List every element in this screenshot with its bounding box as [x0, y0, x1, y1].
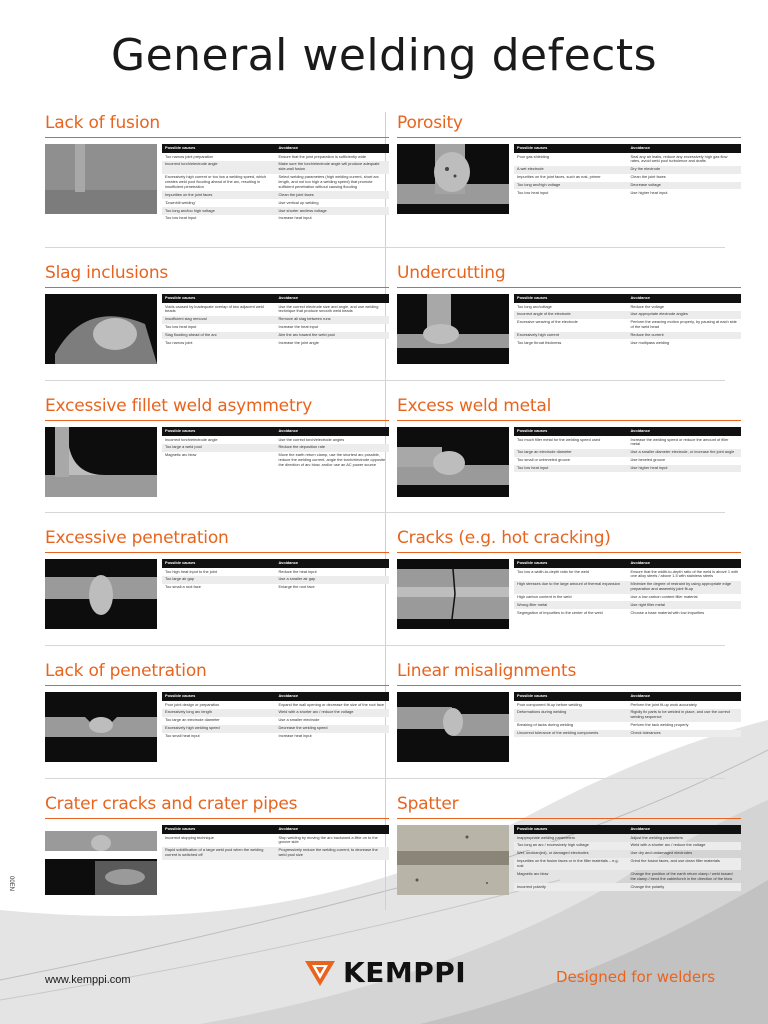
avoidance-cell: Progressively reduce the welding current, to decrease the weld pool size — [276, 847, 390, 860]
header-avoidance: Avoidance — [276, 692, 390, 701]
table-row — [514, 189, 741, 197]
header-avoidance: Avoidance — [276, 144, 390, 153]
table-row — [162, 733, 389, 741]
table-row — [514, 449, 741, 457]
avoidance-cell: Increase heat input — [278, 733, 312, 738]
avoidance-cell: Use the correct torch/electrode angles — [278, 436, 345, 442]
defect-photo — [45, 144, 157, 214]
causes-table — [162, 294, 389, 347]
causes-table — [514, 825, 741, 891]
header-possible-causes: Possible causes — [162, 427, 276, 436]
avoidance-cell: Clean the joint faces — [276, 191, 390, 199]
avoidance-cell: Check tolerances — [628, 730, 742, 738]
cause-cell: Too large throat thickness — [517, 339, 562, 345]
header-avoidance: Avoidance — [276, 559, 390, 568]
header-possible-causes: Possible causes — [162, 144, 276, 153]
causes-table — [162, 144, 389, 223]
causes-table — [514, 559, 741, 617]
cause-cell: Too long an arc / excessively high voltage — [514, 842, 628, 850]
table-row — [162, 174, 389, 192]
cause-cell: Incorrect angle of the electrode — [514, 311, 628, 319]
avoidance-cell: Reduce the current — [628, 332, 742, 340]
defect-photo — [45, 559, 157, 629]
table-row — [162, 452, 389, 470]
cause-cell: Impurities on the joint faces — [162, 191, 276, 199]
header-possible-causes: Possible causes — [514, 427, 628, 436]
page-title: General welding defects — [110, 30, 658, 81]
table-row — [514, 842, 741, 850]
avoidance-cell: Minimize the degree of restraint by using appropriate edge preparation and assembly joint fit-up — [628, 581, 742, 594]
cause-cell: Wet, unclean(ed), or damaged electrodes — [517, 850, 589, 856]
header-possible-causes: Possible causes — [162, 559, 276, 568]
table-row — [162, 215, 389, 223]
table-header-row — [162, 559, 389, 568]
header-possible-causes: Possible causes — [514, 559, 628, 568]
table-row — [514, 182, 741, 190]
avoidance-cell: Adjust the welding parameters — [630, 834, 683, 840]
cause-cell: High stresses due to the large amount of thermal expansion — [514, 581, 628, 594]
cause-cell: Too small heat input — [165, 733, 200, 738]
table-row — [514, 870, 741, 883]
table-row — [162, 709, 389, 717]
avoidance-cell: Decrease the welding speed — [276, 725, 390, 733]
title-rule — [397, 137, 741, 138]
avoidance-cell: Use a low carbon content filler material — [630, 594, 698, 599]
table-row — [162, 332, 389, 340]
avoidance-cell: Select welding parameters (high welding current, short arc length, and not too high a welding speed) that promote sufficient penetration without causing flooding — [278, 174, 379, 189]
title-rule — [397, 420, 741, 421]
cause-cell: Incorrect stopping technique — [165, 834, 214, 840]
cause-cell: Poor component fit-up before welding — [517, 701, 582, 707]
avoidance-cell: Aim the arc toward the weld pool — [276, 332, 390, 340]
table-row — [162, 701, 389, 709]
cause-cell: Too large air gap — [162, 576, 276, 584]
table-row — [514, 332, 741, 340]
title-rule — [45, 552, 389, 553]
row-divider — [45, 247, 725, 248]
cause-cell: Magnetic arc blow — [165, 452, 197, 458]
avoidance-cell: Reduce the deposition rate — [276, 444, 390, 452]
avoidance-cell: Weld with a shorter arc / reduce the voltage — [628, 842, 742, 850]
causes-table — [162, 692, 389, 740]
table-row — [162, 847, 389, 860]
cause-cell: Poor joint design or preparation — [165, 701, 220, 707]
defect-section — [397, 262, 741, 382]
cause-cell: Too narrow joint — [165, 339, 193, 345]
avoidance-cell: Choose a base material with low impurities — [630, 609, 705, 615]
table-header-row — [162, 692, 389, 701]
cause-cell: Excessively long arc length — [162, 709, 276, 717]
defect-section — [397, 112, 741, 232]
cause-cell: Incorrect polarity — [514, 883, 628, 891]
defect-title: Excess weld metal — [397, 396, 552, 416]
title-rule — [397, 552, 741, 553]
defect-photo — [45, 825, 157, 895]
title-rule — [397, 287, 741, 288]
causes-table — [514, 427, 741, 472]
table-row — [162, 436, 389, 444]
causes-table — [514, 144, 741, 197]
header-possible-causes: Possible causes — [162, 692, 276, 701]
avoidance-cell: Ensure that the width-to-depth ratio of the weld is above 1 with one alloy steels / above 1.5 with stainless steels — [630, 568, 738, 579]
defect-photo — [397, 294, 509, 364]
avoidance-cell: Change the position of the earth return clamp / weld toward the clamp / bend the cable/torch in the direction of the blow — [630, 870, 733, 881]
defect-section — [397, 527, 741, 647]
table-row — [162, 717, 389, 725]
cause-cell: Too long arc/high voltage — [514, 182, 628, 190]
header-possible-causes: Possible causes — [162, 294, 276, 303]
defect-title: Undercutting — [397, 263, 506, 283]
avoidance-cell: Seal any air leaks, reduce any excessively high gas flow rates, avoid weld pool turbulence and drafts — [630, 153, 728, 164]
avoidance-cell: Perform the weaving motion properly, by pausing at each side of the weld bead — [630, 319, 737, 330]
defect-photo — [45, 692, 157, 762]
header-avoidance: Avoidance — [628, 144, 742, 153]
defect-section — [45, 262, 389, 382]
cause-cell: 'Downhill welding' — [165, 199, 196, 205]
title-rule — [397, 818, 741, 819]
document-code: 00EN — [8, 876, 14, 892]
cause-cell: Magnetic arc blow — [517, 870, 549, 876]
cause-cell: Too narrow joint preparation — [165, 153, 214, 159]
cause-cell: Slag flooding ahead of the arc — [162, 332, 276, 340]
defect-photo — [397, 559, 509, 629]
table-row — [162, 324, 389, 332]
table-row — [514, 166, 741, 174]
table-row — [162, 576, 389, 584]
website-link[interactable]: www.kemppi.com — [45, 974, 131, 986]
causes-table — [514, 692, 741, 737]
defect-title: Lack of fusion — [45, 113, 160, 133]
avoidance-cell: Enlarge the root face — [278, 584, 315, 590]
table-row — [514, 594, 741, 602]
table-row — [514, 339, 741, 347]
defect-title: Crater cracks and crater pipes — [45, 794, 298, 814]
table-row — [514, 850, 741, 858]
avoidance-cell: Grind the fusion faces, and use clean filler materials — [628, 858, 742, 871]
defect-title: Excessive penetration — [45, 528, 229, 548]
causes-table — [162, 427, 389, 469]
table-row — [162, 834, 389, 847]
cause-cell: A wet electrode — [514, 166, 628, 174]
avoidance-cell: Rigidly fix parts to be welded in place, and use the correct welding sequence — [628, 709, 742, 722]
table-row — [514, 701, 741, 709]
title-rule — [397, 685, 741, 686]
table-header-row — [514, 144, 741, 153]
cause-cell: Too large an electrode diameter — [514, 449, 628, 457]
avoidance-cell: Use vertical up welding — [278, 199, 319, 205]
table-row — [514, 883, 741, 891]
avoidance-cell: Stop welding by moving the arc backward a little on to the groove side — [278, 834, 378, 845]
defect-title: Excessive fillet weld asymmetry — [45, 396, 313, 416]
header-possible-causes: Possible causes — [162, 825, 276, 834]
title-rule — [45, 137, 389, 138]
kemppi-logo-icon — [303, 955, 337, 989]
avoidance-cell: Perform the tack welding properly — [630, 722, 689, 728]
avoidance-cell: Perform the joint fit-up work accurately — [630, 701, 697, 707]
cause-cell: Impurities on the fusion faces or in the filler materials – e.g. rust — [514, 858, 628, 871]
table-row — [162, 316, 389, 324]
defect-section — [397, 395, 741, 515]
cause-cell: High carbon content in the weld — [517, 594, 572, 599]
table-header-row — [162, 144, 389, 153]
avoidance-cell: Use the correct electrode size and angle, and use welding technique that produce smooth weld beads — [278, 303, 379, 314]
table-row — [514, 311, 741, 319]
cause-cell: Too long arc/too high voltage — [162, 207, 276, 215]
header-avoidance: Avoidance — [628, 825, 742, 834]
header-avoidance: Avoidance — [276, 427, 390, 436]
table-row — [162, 725, 389, 733]
table-row — [514, 153, 741, 166]
avoidance-cell: Use shorter arc/less voltage — [276, 207, 390, 215]
table-header-row — [162, 825, 389, 834]
defect-section — [45, 112, 389, 232]
cause-cell: Excessive weaving of the electrode — [517, 319, 578, 325]
brand-wordmark: KEMPPI — [343, 955, 467, 989]
header-avoidance: Avoidance — [628, 294, 742, 303]
table-row — [514, 436, 741, 449]
avoidance-cell: Decrease voltage — [628, 182, 742, 190]
defect-section — [397, 660, 741, 780]
table-header-row — [514, 294, 741, 303]
cause-cell: Poor gas shielding — [517, 153, 550, 159]
cause-cell: Breaking of tacks during welding — [517, 722, 574, 728]
cause-cell: Segregation of impurities to the center of the weld — [517, 609, 603, 615]
defect-title: Lack of penetration — [45, 661, 207, 681]
header-avoidance: Avoidance — [628, 692, 742, 701]
avoidance-cell: Clean the joint faces — [630, 174, 666, 180]
cause-cell: Too low heat input — [165, 324, 197, 330]
cause-cell: Rapid solidification of a large weld pool when the welding current is switched off — [162, 847, 276, 860]
avoidance-cell: Use a smaller diameter electrode, or increase the joint angle — [628, 449, 742, 457]
table-row — [514, 834, 741, 842]
avoidance-cell: Move the earth return clamp, use the shortest arc possible, reduce the welding current, angle the torch/electrode opposite the direction of arc blow, and/or use an AC power source — [278, 452, 386, 467]
defect-title: Slag inclusions — [45, 263, 169, 283]
title-rule — [45, 287, 389, 288]
defect-section — [45, 527, 389, 647]
header-avoidance: Avoidance — [628, 559, 742, 568]
header-possible-causes: Possible causes — [514, 294, 628, 303]
cause-cell: Deformations during welding — [514, 709, 628, 722]
avoidance-cell: Use dry and undamaged electrodes — [630, 850, 693, 856]
defect-section — [45, 793, 389, 913]
defect-section — [45, 395, 389, 515]
defect-title: Porosity — [397, 113, 463, 133]
avoidance-cell: Dry the electrode — [628, 166, 742, 174]
avoidance-cell: Weld with a shorter arc / reduce the voltage — [276, 709, 390, 717]
table-row — [514, 303, 741, 311]
table-row — [162, 199, 389, 207]
table-header-row — [514, 825, 741, 834]
table-row — [162, 303, 389, 316]
cause-cell: Excessively high welding speed — [162, 725, 276, 733]
table-header-row — [162, 427, 389, 436]
table-header-row — [514, 692, 741, 701]
defect-photo — [45, 294, 157, 364]
title-rule — [45, 818, 389, 819]
cause-cell: Excessively high current or too low a welding speed, which creates weld pool flooding ahead of the arc, resulting in insufficient penetration — [165, 174, 267, 189]
cause-cell: Too low heat input — [517, 189, 549, 195]
cause-cell: Too small a root face — [165, 584, 201, 590]
avoidance-cell: Use a smaller electrode — [278, 717, 320, 723]
cause-cell: Incorrect torch/electrode angle — [165, 436, 218, 442]
title-rule — [45, 685, 389, 686]
cause-cell: Too high heat input to the joint — [165, 568, 217, 574]
cause-cell: Impurities on the joint faces, such as rust, primer — [517, 174, 601, 180]
table-row — [514, 581, 741, 594]
avoidance-cell: Make sure the torch/electrode angle will produce adequate side-wall fusion — [276, 161, 390, 174]
table-row — [514, 174, 741, 182]
header-possible-causes: Possible causes — [514, 144, 628, 153]
avoidance-cell: Use right filler metal — [628, 601, 742, 609]
avoidance-cell: Ensure that the joint preparation is sufficiently wide — [278, 153, 367, 159]
cause-cell: Excessively high current — [514, 332, 628, 340]
causes-table — [162, 825, 389, 860]
table-row — [514, 568, 741, 581]
table-row — [514, 465, 741, 473]
defect-photo — [397, 825, 509, 895]
cause-cell: Too large an electrode diameter — [165, 717, 220, 723]
cause-cell: Incorrect torch/electrode angle — [162, 161, 276, 174]
table-row — [162, 191, 389, 199]
table-row — [162, 207, 389, 215]
defect-title: Spatter — [397, 794, 459, 814]
table-header-row — [514, 427, 741, 436]
table-row — [162, 568, 389, 576]
causes-table — [162, 559, 389, 592]
header-possible-causes: Possible causes — [514, 825, 628, 834]
table-row — [162, 584, 389, 592]
cause-cell: Insufficient slag removal — [162, 316, 276, 324]
cause-cell: Too much filler metal for the welding speed used — [517, 436, 601, 442]
cause-cell: Too large a weld pool — [162, 444, 276, 452]
cause-cell: Too low a width-to-depth ratio for the weld — [517, 568, 590, 574]
avoidance-cell: Use higher heat input — [630, 189, 668, 195]
defect-photo — [397, 692, 509, 762]
table-header-row — [514, 559, 741, 568]
tagline: Designed for welders — [556, 968, 716, 986]
title-rule — [45, 420, 389, 421]
avoidance-cell: Reduce the voltage — [630, 303, 665, 309]
cause-cell: Inappropriate welding parameters — [517, 834, 575, 840]
avoidance-cell: Change the polarity — [628, 883, 742, 891]
table-row — [514, 457, 741, 465]
defect-section — [45, 660, 389, 780]
cause-cell: Wrong filler metal — [514, 601, 628, 609]
table-row — [162, 444, 389, 452]
avoidance-cell: Increase the joint angle — [278, 339, 319, 345]
causes-table — [514, 294, 741, 347]
table-header-row — [162, 294, 389, 303]
avoidance-cell: Reduce the heat input — [278, 568, 317, 574]
cause-cell: Too low heat input — [514, 465, 628, 473]
avoidance-cell: Use appropriate electrode angles — [628, 311, 742, 319]
table-row — [514, 709, 741, 722]
table-row — [514, 858, 741, 871]
defect-photo — [45, 427, 157, 497]
defect-photo — [397, 427, 509, 497]
defect-section — [397, 793, 741, 913]
header-avoidance: Avoidance — [276, 825, 390, 834]
table-row — [514, 730, 741, 738]
cause-cell: Too low heat input — [165, 215, 197, 221]
table-row — [514, 601, 741, 609]
table-row — [162, 153, 389, 161]
cause-cell: Too small or unbeveled groove — [517, 457, 570, 463]
defect-title: Linear misalignments — [397, 661, 577, 681]
avoidance-cell: Use a smaller air gap — [276, 576, 390, 584]
cause-cell: Voids caused by inadequate overlap of two adjacent weld beads — [165, 303, 264, 314]
avoidance-cell: Use higher heat input — [628, 465, 742, 473]
avoidance-cell: Increase the heat input — [278, 324, 319, 330]
table-row — [514, 722, 741, 730]
header-avoidance: Avoidance — [276, 294, 390, 303]
kemppi-logo — [303, 955, 466, 989]
header-avoidance: Avoidance — [628, 427, 742, 436]
cause-cell: Too long arc/voltage — [517, 303, 552, 309]
table-row — [514, 609, 741, 617]
avoidance-cell: Increase heat input — [278, 215, 312, 221]
cause-cell: Uncorrect tolerance of the welding components — [514, 730, 628, 738]
defect-title: Cracks (e.g. hot cracking) — [397, 528, 611, 548]
avoidance-cell: Remove all slag between runs — [276, 316, 390, 324]
avoidance-cell: Increase the welding speed or reduce the amount of filler metal — [630, 436, 729, 447]
avoidance-cell: Use multipass welding — [630, 339, 670, 345]
table-row — [162, 339, 389, 347]
avoidance-cell: Use beveled groove — [630, 457, 666, 463]
header-possible-causes: Possible causes — [514, 692, 628, 701]
avoidance-cell: Expand the wall opening or decrease the size of the root face — [278, 701, 385, 707]
table-row — [162, 161, 389, 174]
table-row — [514, 319, 741, 332]
defect-photo — [397, 144, 509, 214]
